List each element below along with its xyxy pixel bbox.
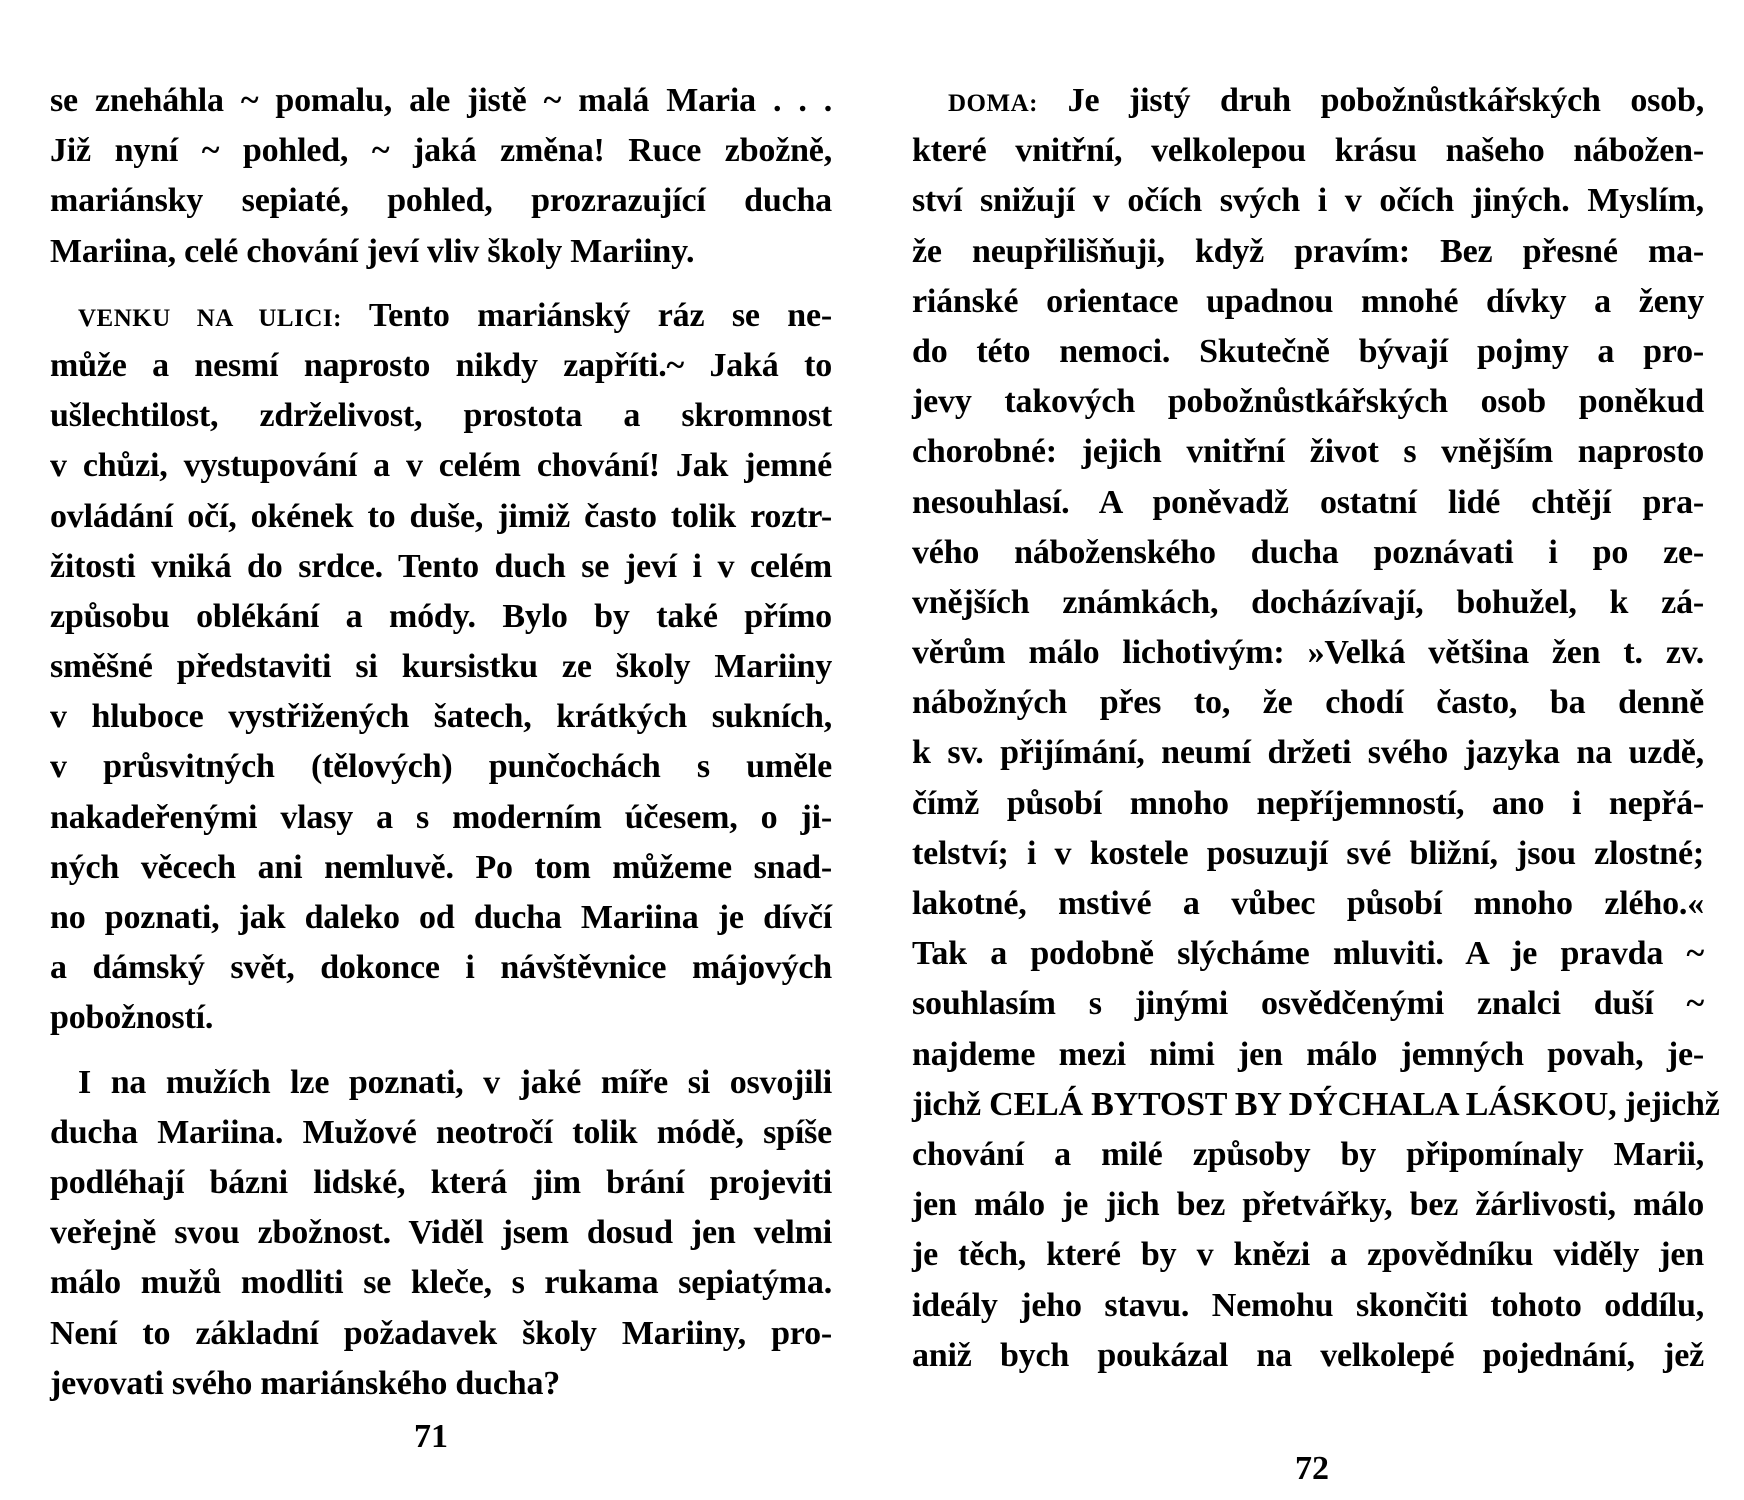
text-line: málo mužů modliti se kleče, s rukama sepiatýma. [50,1264,832,1302]
text-line: které vnitřní, velkolepou krásu našeho nábožen- [912,132,1704,170]
text-line: a dámský svět, dokonce i návštěvnice májových [50,949,832,987]
text-line: Tak a podobně slýcháme mluviti. A je pravda ~ [912,935,1704,973]
page-number-left: 71 [414,1418,448,1455]
right-paragraph [912,76,1720,1381]
text-line: nesouhlasí. A poněvadž ostatní lidé chtějí pra- [912,483,1704,521]
text-line: vnějších známkách, docházívají, bohužel, k zá- [912,583,1704,621]
text-line: ovládání očí, okének to duše, jimiž často tolik roztr- [50,497,832,535]
text-line: do této nemoci. Skutečně bývají pojmy a pro- [912,332,1704,370]
left-paragraph-3 [50,1058,832,1409]
text-line: v chůzi, vystupování a v celém chování! Jak jemné [50,447,832,485]
section-heading-doma: DOMA: [948,90,1038,117]
text-line: ducha Mariina. Mužové neotročí tolik módě, spíše [50,1113,832,1151]
text-line: v průsvitných (tělových) punčochách s uměle [50,748,832,786]
text-span: Tento mariánský ráz se ne- [341,296,832,334]
text-line: se zneháhla ~ pomalu, ale jistě ~ malá Maria . . . [50,82,832,119]
text-line: nábožných přes to, že chodí často, ba denně [912,684,1704,722]
text-line: chování a milé způsoby by připomínaly Marii, [912,1135,1704,1173]
text-line: vého náboženského ducha poznávati i po ze- [912,533,1704,571]
text-line: riánské orientace upadnou mnohé dívky a ženy [912,282,1704,320]
text-line: I na mužích lze poznati, v jaké míře si osvojili [78,1063,832,1101]
text-line: Již nyní ~ pohled, ~ jaká změna! Ruce zbožně, [50,132,832,170]
text-line: ných věcech ani nemluvě. Po tom můžeme snad- [50,848,832,886]
text-line: v hluboce vystřižených šatech, krátkých sukních, [50,698,832,736]
text-line: jevovati svého mariánského ducha? [50,1364,561,1402]
text-line: jichž CELÁ BYTOST BY DÝCHALA LÁSKOU, jejichž [912,1085,1720,1123]
text-line: Mariina, celé chování jeví vliv školy Mariiny. [50,232,695,270]
text-line: že neupřilišňuji, když pravím: Bez přesné ma- [912,232,1704,270]
text-line: může a nesmí naprosto nikdy zapříti.~ Jaká to [50,346,832,384]
text-line: lakotné, mstivé a vůbec působí mnoho zlého.« [912,885,1704,922]
text-line: směšné představiti si kursistku ze školy Mariiny [50,648,832,686]
text-line: ství snižují v očích svých i v očích jiných. Myslím, [912,182,1704,220]
text-line: Není to základní požadavek školy Mariiny, pro- [50,1314,832,1352]
section-heading-venku: VENKU NA ULICI: [78,304,342,332]
text-line: ideály jeho stavu. Nemohu skončiti tohoto oddílu, [912,1286,1704,1324]
text-line: najdeme mezi nimi jen málo jemných povah, je- [912,1035,1704,1073]
text-line: jevy takových pobožnůstkářských osob poněkud [912,383,1704,421]
text-line: žitosti vniká do srdce. Tento duch se jeví i v celém [50,547,832,585]
left-paragraph-2 [50,291,832,1044]
text-line: chorobné: jejich vnitřní život s vnějším naprosto [912,433,1704,471]
text-line: aniž bych poukázal na velkolepé pojednání, jež [912,1336,1704,1374]
text-line [50,291,832,341]
text-line: podléhají bázni lidské, která jim brání projeviti [50,1163,832,1201]
text-line: souhlasím s jinými osvědčenými znalci duší ~ [912,985,1704,1023]
text-line: telství; i v kostele posuzují své bližní, jsou zlostné; [912,834,1704,872]
text-span: Je jistý druh pobožnůstkářských osob, [1037,82,1704,119]
text-line: nakadeřenými vlasy a s moderním účesem, o ji- [50,798,832,836]
text-line: způsobu oblékání a módy. Bylo by také přímo [50,597,832,635]
right-page [912,76,1720,1381]
text-line: no poznati, jak daleko od ducha Mariina je dívčí [50,899,832,936]
text-line: jen málo je jich bez přetvářky, bez žárlivosti, málo [912,1186,1704,1224]
left-page [50,76,832,1409]
text-line: čímž působí mnoho nepříjemností, ano i nepřá- [912,784,1704,822]
left-paragraph-1 [50,76,832,277]
text-line: k sv. přijímání, neumí držeti svého jazyka na uzdě, [912,734,1704,772]
text-line: věrům málo lichotivým: »Velká většina žen t. zv. [912,634,1704,672]
text-line [912,76,1704,126]
text-line: pobožností. [50,999,214,1037]
text-line: je těch, které by v knězi a zpovědníku viděly jen [912,1236,1704,1274]
text-line: veřejně svou zbožnost. Viděl jsem dosud jen velmi [50,1214,832,1252]
text-line: ušlechtilost, zdrželivost, prostota a skromnost [50,397,832,435]
text-line: mariánsky sepiaté, pohled, prozrazující ducha [50,182,832,220]
page-number-right: 72 [1295,1450,1329,1487]
